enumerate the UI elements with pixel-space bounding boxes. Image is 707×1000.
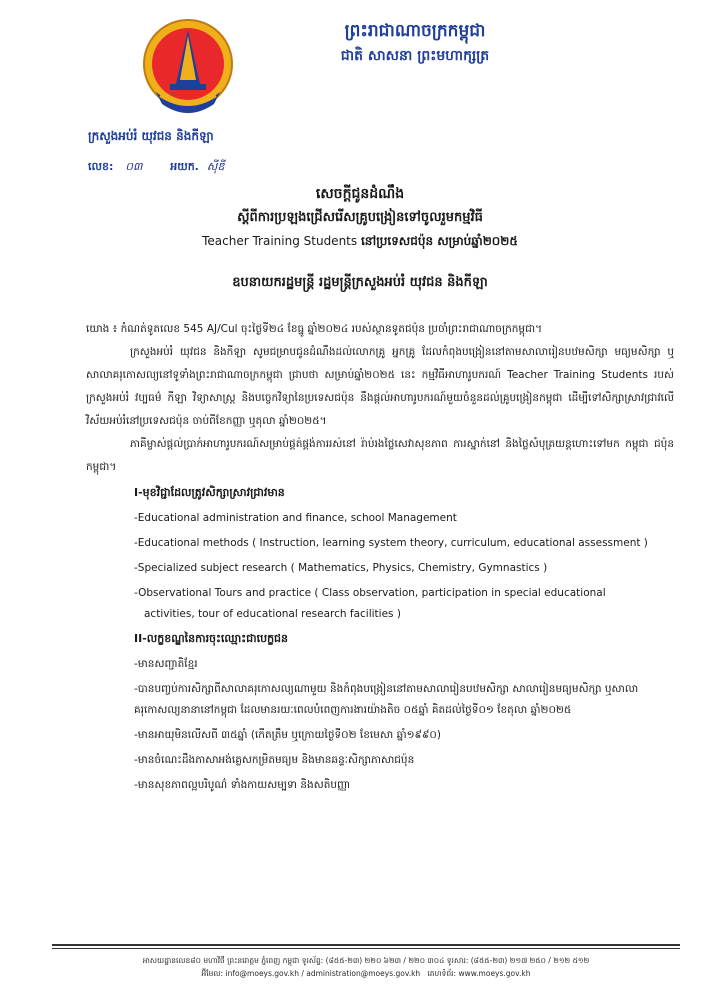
ministry-name: ក្រសួងអប់រំ យុវជន និងកីឡា (88, 129, 214, 143)
paragraph-announcement: ក្រសួងអប់រំ យុវជន និងកីឡា សូមជម្រាបជូនដំណឹងដល់លោកគ្រូ អ្នកគ្រូ ដែលកំពុងបង្រៀននៅតាមសាលារៀនបឋមសិក្សា មធ្យមសិក្សា ឬសាលាគរុកោសល្យនៅទូទាំងព្រះរាជាណាចក្រកម្ពុជា ជ្រាបថា សម្រាប់ឆ្នាំ២០២៥ នេះ កម្មវិធីអាហារូបករណ៍ Teacher Training Students របស់ក្រសួងអប់រំ វប្បធម៌ កីឡា វិទ្យាសាស្ត្រ និងបច្ចេកវិទ្យានៃប្រទេសជប៉ុន នឹងផ្តល់អាហារូបករណ៍មួយចំនួនដល់គ្រូបង្រៀនកម្ពុជា ដើម្បីទៅសិក្សាស្រាវជ្រាវលើវិស័យអប់រំនៅប្រទេសជប៉ុន ចាប់ពីខែកញ្ញា ឬតុលា ឆ្នាំ២០២៥។ (86, 346, 674, 427)
email-label: អ៊ីមែល: (201, 969, 224, 978)
subject-item: -Educational administration and finance, school Management (134, 512, 457, 524)
notice-program (60, 230, 660, 252)
nation-motto: ជាតិ សាសនា ព្រះមហាក្សត្រ (340, 48, 490, 64)
reference-number (88, 160, 224, 176)
footer-website[interactable]: www.moeys.gov.kh (458, 969, 531, 978)
document-body (86, 318, 674, 796)
program-location-year: នៅប្រទេសជប៉ុន សម្រាប់ឆ្នាំ២០២៥ (360, 234, 518, 248)
footer-divider-thin (52, 948, 680, 949)
ref-number: ០៣ (125, 160, 143, 173)
program-name-en: Teacher Training Students (202, 234, 358, 248)
subject-item: -Educational methods ( Instruction, learning system theory, curriculum, educational assessment ) (134, 537, 648, 549)
notice-subject: ស្តីពីការប្រឡងជ្រើសរើសគ្រូបង្រៀនទៅចូលរួមកម្មវិធី (237, 210, 483, 225)
footer-divider (52, 944, 680, 946)
ministry-seal-logo (142, 14, 234, 122)
signatory-title: ឧបនាយករដ្ឋមន្ត្រី រដ្ឋមន្ត្រីក្រសួងអប់រំ យុវជន និងកីឡា (232, 275, 488, 290)
condition-item: -មានសុខភាពល្អបរិបូណ៌ ទាំងកាយសម្បទា និងសតិបញ្ញា (134, 779, 351, 791)
condition-item: -មានសញ្ជាតិខ្មែរ (134, 658, 198, 670)
footer-contact (52, 967, 680, 980)
kingdom-name: ព្រះរាជាណាចក្រកម្ពុជា (344, 21, 486, 41)
footer-emails[interactable]: info@moeys.gov.kh / administration@moeys.gov.kh (225, 969, 421, 978)
ref-code: ស៊ីឌី (206, 160, 225, 173)
section-subjects-heading: I-មុខវិជ្ជាដែលត្រូវសិក្សាស្រាវជ្រាវមាន (134, 486, 285, 499)
footer-address: អាសយដ្ឋានលេខ៨០ មហាវិថី ព្រះនរោត្តម ភ្នំពេញ កម្ពុជា ទូរស័ព្ទ: (៨៥៥-២៣) ២២០ ៦២៣ / ២២០ ៣០៤ ទូរសារ: (៨៥៥-២៣) ២១៧ ២៥០ / ២១២ ៥១២ (142, 956, 590, 965)
subject-item-continued: activities, tour of educational research facilities ) (144, 608, 401, 620)
subject-item: -Specialized subject research ( Mathematics, Physics, Chemistry, Gymnastics ) (134, 562, 548, 574)
subject-item: -Observational Tours and practice ( Class observation, participation in special educational (134, 587, 606, 599)
paragraph-scholarship: ភាគីម្ចាស់ផ្តល់ប្រាក់អាហារូបករណ៍សម្រាប់ផ្គត់ផ្គង់ការរស់នៅ រ៉ាប់រងថ្លៃសេវាសុខភាព ការស្នាក់នៅ និងថ្លៃសំបុត្រយន្តហោះទៅមក កម្ពុជា ជប៉ុន កម្ពុជា។ (86, 438, 674, 473)
condition-item: -មានចំណេះដឹងភាសាអង់គ្លេសកម្រិតមធ្យម និងមានឆន្ទៈសិក្សាភាសាជប៉ុន (134, 754, 415, 766)
condition-item: -បានបញ្ចប់ការសិក្សាពីសាលាគរុកោសល្យណាមួយ និងកំពុងបង្រៀននៅតាមសាលារៀនបឋមសិក្សា សាលារៀនមធ្យមសិក្សា ឬសាលាគរុកោសល្យនានានៅកម្ពុជា ដែលមានរយៈពេលបំពេញការងារយ៉ាងតិច ០៥ឆ្នាំ គិតដល់ថ្ងៃទី០១ ខែតុលា ឆ្នាំ២០២៥ (134, 683, 639, 716)
reference-line: យោង ៖ កំណត់ទូតលេខ 545 AJ/Cul ចុះថ្ងៃទី២៤ ខែធ្នូ ឆ្នាំ២០២៤ របស់ស្ថានទូតជប៉ុន ប្រចាំព្រះរាជាណាចក្រកម្ពុជា។ (86, 323, 542, 335)
website-label: គេហទំព័រ: (427, 969, 457, 978)
ref-label: លេខ: (88, 160, 114, 173)
section-conditions-heading: II-លក្ខខណ្ឌនៃការចុះឈ្មោះជាបេក្ខជន (134, 632, 289, 645)
notice-title: សេចក្តីជូនដំណឹង (315, 186, 405, 202)
document-titles (60, 182, 660, 296)
footer (52, 954, 680, 980)
condition-item: -មានអាយុមិនលើសពី ៣៥ឆ្នាំ (កើតត្រឹម ឬក្រោយថ្ងៃទី០២ ខែមេសា ឆ្នាំ១៩៩០) (134, 729, 441, 741)
kingdom-motto (300, 18, 530, 68)
ref-code-label: អយក. (170, 160, 199, 173)
